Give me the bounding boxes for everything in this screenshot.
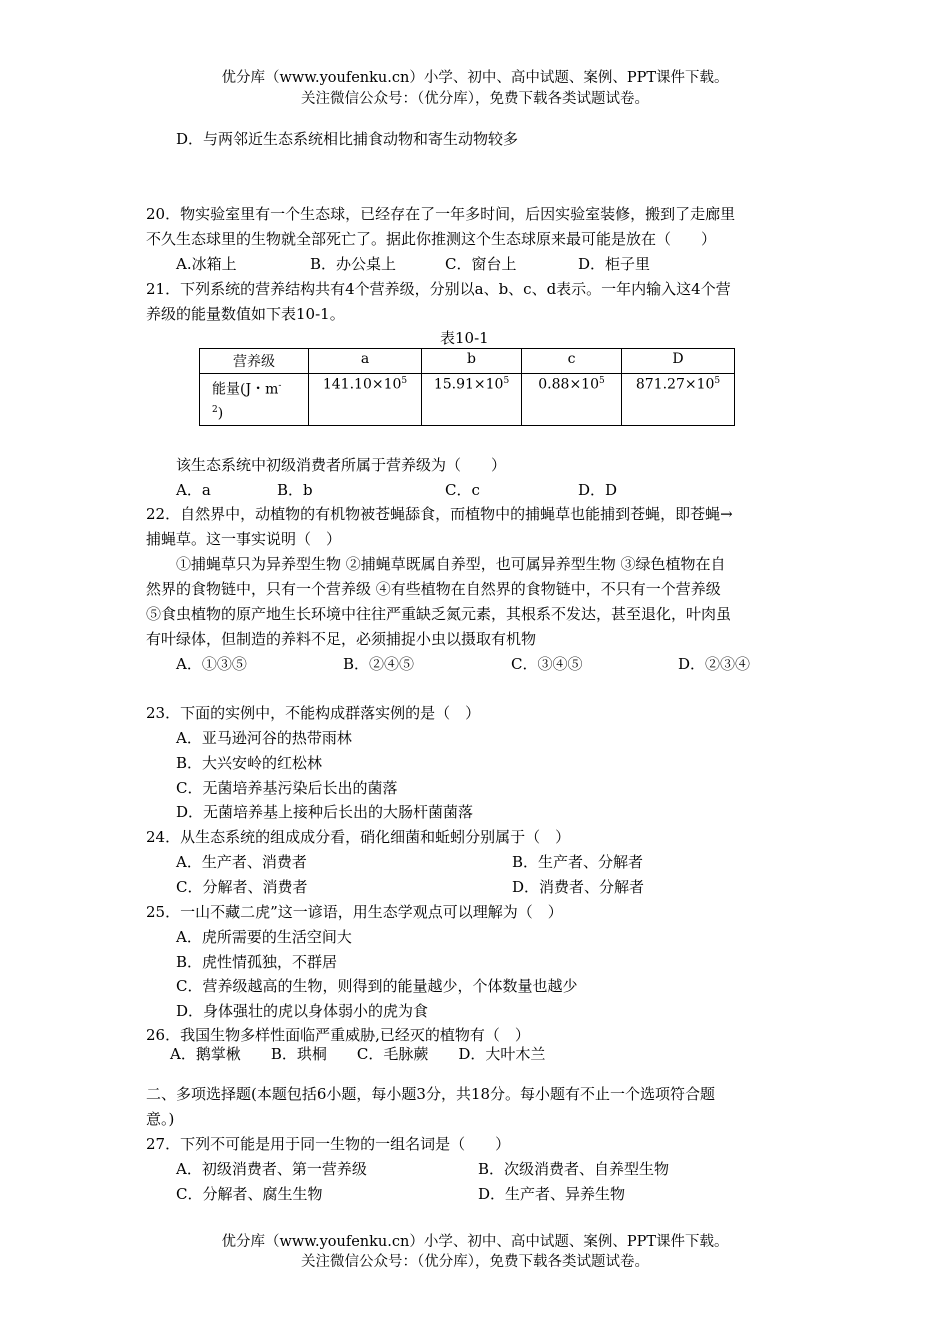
- q22-option-d: D．②③④: [678, 655, 751, 673]
- q21-stem-line2: 养级的能量数值如下表10-1。: [146, 305, 345, 323]
- table-energy-b: $15.91\times 10^5$: [422, 374, 522, 426]
- energy-table: [199, 348, 735, 426]
- q25-option-c: C．营养级越高的生物，则得到的能量越少，个体数量也越少: [176, 977, 578, 995]
- q22-option-b: B．②④⑤: [343, 655, 415, 673]
- q20-option-a: A.冰箱上: [176, 255, 237, 273]
- q24-option-b: B．生产者、分解者: [512, 853, 644, 871]
- q27-option-c: C．分解者、腐生生物: [176, 1185, 323, 1203]
- table-header-trophic-level: 营养级: [200, 349, 309, 374]
- q24-stem: 24．从生态系统的组成成分看，硝化细菌和蚯蚓分别属于（ ）: [146, 828, 571, 846]
- q26-options: A．鹅掌楸 B．珙桐 C．毛脉蕨 D．大叶木兰: [170, 1045, 546, 1063]
- q25-stem: 25．一山不藏二虎”这一谚语，用生态学观点可以理解为（ ）: [146, 903, 563, 921]
- q22-statement-line2: 然界的食物链中，只有一个营养级 ④有些植物在自然界的食物链中，不只有一个营养级: [146, 580, 721, 598]
- q25-option-a: A．虎所需要的生活空间大: [176, 928, 352, 946]
- q22-statement-line4: 有叶绿体，但制造的养料不足，必须捕捉小虫以摄取有机物: [146, 630, 537, 648]
- table-energy-label: 能量(J・m- $^2$): [200, 374, 309, 426]
- q20-option-b: B．办公桌上: [310, 255, 397, 273]
- table-energy-d: $871.27\times 10^5$: [622, 374, 735, 426]
- page-footer-line1: 优分库（www.youfenku.cn）小学、初中、高中试题、案例、PPT课件下载。: [221, 1234, 729, 1250]
- table-header-b: b: [422, 349, 522, 374]
- q27-option-b: B．次级消费者、自养型生物: [478, 1160, 670, 1178]
- q20-stem-line2: 不久生态球里的生物就全部死亡了。据此你推测这个生态球原来最可能是放在（ ）: [146, 230, 717, 248]
- q21-option-c: C．c: [445, 481, 480, 499]
- q22-stem-line2: 捕蝇草。这一事实说明（ ）: [146, 530, 342, 548]
- q26-stem: 26．我国生物多样性面临严重威胁,已经灭的植物有（ ）: [146, 1026, 530, 1044]
- table-caption: 表10-1: [440, 329, 489, 347]
- page-header-line1: 优分库（www.youfenku.cn）小学、初中、高中试题、案例、PPT课件下载。: [221, 70, 729, 86]
- q23-stem: 23．下面的实例中，不能构成群落实例的是（ ）: [146, 704, 481, 722]
- q21-option-d: D．D: [578, 481, 618, 499]
- q21-option-a: A．a: [176, 481, 211, 499]
- table-header-c: c: [522, 349, 622, 374]
- section2-heading-line2: 意。): [146, 1110, 175, 1128]
- q24-option-d: D．消费者、分解者: [512, 878, 645, 896]
- page-header-line2: 关注微信公众号：（优分库），免费下载各类试题试卷。: [301, 91, 649, 107]
- q27-option-a: A．初级消费者、第一营养级: [176, 1160, 367, 1178]
- q19-option-d: D．与两邻近生态系统相比捕食动物和寄生动物较多: [176, 130, 519, 148]
- table-header-row: [200, 349, 735, 374]
- q23-option-b: B．大兴安岭的红松林: [176, 754, 323, 772]
- q21-option-b: B．b: [277, 481, 313, 499]
- table-header-d: D: [622, 349, 735, 374]
- q23-option-c: C．无菌培养基污染后长出的菌落: [176, 779, 398, 797]
- table-header-a: a: [309, 349, 422, 374]
- q23-option-d: D．无菌培养基上接种后长出的大肠杆菌菌落: [176, 803, 474, 821]
- q22-option-a: A．①③⑤: [176, 655, 247, 673]
- q22-option-c: C．③④⑤: [511, 655, 583, 673]
- q22-statement-line3: ⑤食虫植物的原产地生长环境中往往严重缺乏氮元素，其根系不发达，甚至退化，叶肉虽: [146, 605, 732, 623]
- q22-statement-line1: ①捕蝇草只为异养型生物 ②捕蝇草既属自养型，也可属异养型生物 ③绿色植物在自: [176, 555, 726, 573]
- q21-stem-line1: 21．下列系统的营养结构共有4个营养级，分别以a、b、c、d表示。一年内输入这4个营: [146, 280, 731, 298]
- q24-option-c: C．分解者、消费者: [176, 878, 308, 896]
- table-energy-c: $0.88\times 10^5$: [522, 374, 622, 426]
- q25-option-b: B．虎性情孤独，不群居: [176, 953, 338, 971]
- section2-heading-line1: 二、多项选择题(本题包括6小题，每小题3分，共18分。每小题有不止一个选项符合题: [146, 1085, 716, 1103]
- q25-option-d: D．身体强壮的虎以身体弱小的虎为食: [176, 1002, 429, 1020]
- q24-option-a: A．生产者、消费者: [176, 853, 307, 871]
- q20-option-d: D．柜子里: [578, 255, 651, 273]
- q27-option-d: D．生产者、异养生物: [478, 1185, 626, 1203]
- q20-stem-line1: 20．物实验室里有一个生态球，已经存在了一年多时间，后因实验室装修，搬到了走廊里: [146, 205, 736, 223]
- q27-stem: 27．下列不可能是用于同一生物的一组名词是（ ）: [146, 1135, 511, 1153]
- table-energy-row: [200, 374, 735, 426]
- table-energy-a: $141.10\times 10^5$: [309, 374, 422, 426]
- page-footer-line2: 关注微信公众号：（优分库），免费下载各类试题试卷。: [301, 1254, 649, 1270]
- q23-option-a: A．亚马逊河谷的热带雨林: [176, 729, 352, 747]
- q22-stem-line1: 22．自然界中，动植物的有机物被苍蝇舔食，而植物中的捕蝇草也能捕到苍蝇，即苍蝇→: [146, 505, 733, 523]
- q21-question: 该生态系统中初级消费者所属于营养级为（ ）: [176, 456, 507, 474]
- q20-option-c: C．窗台上: [445, 255, 517, 273]
